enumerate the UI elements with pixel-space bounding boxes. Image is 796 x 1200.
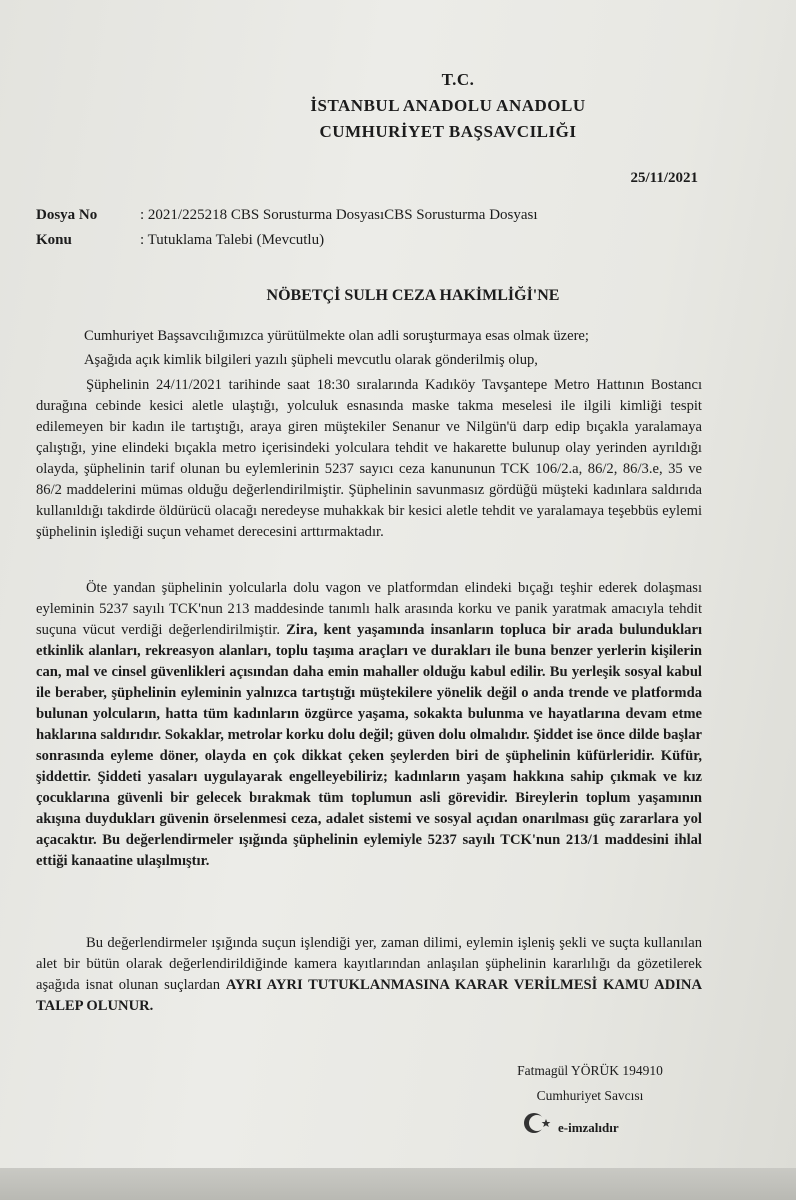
document-title: NÖBETÇİ SULH CEZA HAKİMLİĞİ'NE	[266, 287, 560, 304]
document-date: 25/11/2021	[630, 170, 698, 186]
header-tc: T.C.	[441, 70, 475, 89]
header-prosecutor-office: CUMHURİYET BAŞSAVCILIĞI	[319, 122, 577, 141]
header-office: İSTANBUL ANADOLU ANADOLU	[310, 96, 586, 115]
assessment-bold-text: Zira, kent yaşamında insanların topluca bir arada bulundukları etkinlik alanları, rekreasyon alanları, toplu taşıma araçları ve durakları ile buna benzer yerlerin kişilerin can, mal ve cinsel güvenlikleri açısından daha emin mahaller olduğu kabul edilir. Bu yerleşik sosyal kabul ile beraber, şüphelinin eyleminin yalnızca tartıştığı müştekilere yönelik değil o anda trende ve platformda bulunan yolcuların, hatta tüm kadınların özgürce yaşama, sokakta bulunma ve hayatlarına devam etme haklarına saldırıdır. Sokaklar, metrolar korku dolu değil; güven dolu olmalıdır. Şiddet ise önce dilde başlar sonrasında eyleme döner, olayda en çok dikkat çeken şeylerden biri de şüphelinin küfürleridir. Küfür, şiddettir. Şiddeti yasaları uygulayarak engelleyebiliriz; kadınların yaşam hakkına sahip çıkmak ve kız çocuklarına güvenli bir gelecek bırakmak tüm toplumun asli görevidir. Bireylerin toplum yaşamının akışına duydukları güvenin örselenmesi ceza, adalet sistemi ve sosyal açıdan onarılması güç zararlara yol açacaktır. Bu değerlendirmeler ışığında şüphelinin eylemiyle 5237 sayılı TCK'nun 213/1 maddesini ihlal ettiği kanaatine ulaşılmıştır.	[36, 622, 703, 869]
request-bold-text: AYRI AYRI TUTUKLANMASINA KARAR VERİLMESİ KAMU ADINA TALEP OLUNUR.	[36, 977, 703, 1014]
paragraph-assessment	[36, 578, 702, 872]
signer-name: Fatmagül YÖRÜK 194910	[517, 1063, 663, 1078]
signer-role: Cumhuriyet Savcısı	[536, 1088, 644, 1103]
intro-line-2: Aşağıda açık kimlik bilgileri yazılı şüpheli mevcutlu olarak gönderilmiş olup,	[84, 352, 538, 368]
subject-label: Konu	[36, 232, 72, 248]
assessment-text: Öte yandan şüphelinin yolcularla dolu vagon ve platformdan elindeki bıçağı teşhir ederek dolaşması eyleminin 5237 sayılı TCK'nun 213 maddesinde tanımlı halk arasında korku ve panik yaratmak amacıyla tehdit suçuna vücut verdiği değerlendirilmiştir.	[36, 580, 702, 638]
subject-row	[36, 232, 324, 249]
file-number-row	[36, 207, 538, 224]
file-number-label: Dosya No	[36, 207, 98, 223]
subject-value: : Tutuklama Talebi (Mevcutlu)	[140, 232, 325, 248]
paragraph-incident: Şüphelinin 24/11/2021 tarihinde saat 18:30 sıralarında Kadıköy Tavşantepe Metro Hattının Bostancı durağına cebinde kesici aletle ulaştığı, yolculuk esnasında maske takma meselesi ile ilgili kimliği tespit edilemeyen bir kadın ile tartıştığı, araya giren müştekiler Senanur ve Nilgün'ü darp edip bıçakla yaralamaya çalıştığı, yine elindeki bıçakla metro içerisindeki yolculara tehdit ve hakarette bulunup olay yerinden ayrıldığı olayda, şüphelinin tarif olunan bu eylemlerinin 5237 sayıcı ceza kanununun TCK 106/2.a, 86/2, 86/3.e, 35 ve 86/2 maddelerini mümas olduğu değerlendirilmiştir. Şüphelinin savunmasız gördüğü müşteki kadınlara saldırıda kullanıldığı takdirde öldürücü olacağı neredeyse muhakkak bir kesici aletle tehdit ve yaralamaya teşebbüs eylemi şüphelinin işlediği suçun vehamet derecesini arttırmaktadır.	[36, 377, 702, 540]
paragraph-request	[36, 933, 702, 1017]
crescent-star-icon	[520, 1108, 556, 1138]
e-signature-note: e-imzalıdır	[558, 1120, 619, 1135]
file-number-value: : 2021/225218 CBS Sorusturma DosyasıCBS Sorusturma Dosyası	[140, 207, 538, 223]
intro-line-1: Cumhuriyet Başsavcılığımızca yürütülmekte olan adli soruşturmaya esas olmak üzere;	[84, 328, 589, 344]
page-bottom-edge	[0, 1168, 796, 1200]
request-text: Bu değerlendirmeler ışığında suçun işlendiği yer, zaman dilimi, eylemin işleniş şekli ve suçta kullanılan alet bir bütün olarak değerlendirildiğinde kamera kayıtlarından anlaşılan şüphelinin kararlılığı da gözetilerek aşağıda isnat olunan suçlardan	[36, 935, 702, 993]
